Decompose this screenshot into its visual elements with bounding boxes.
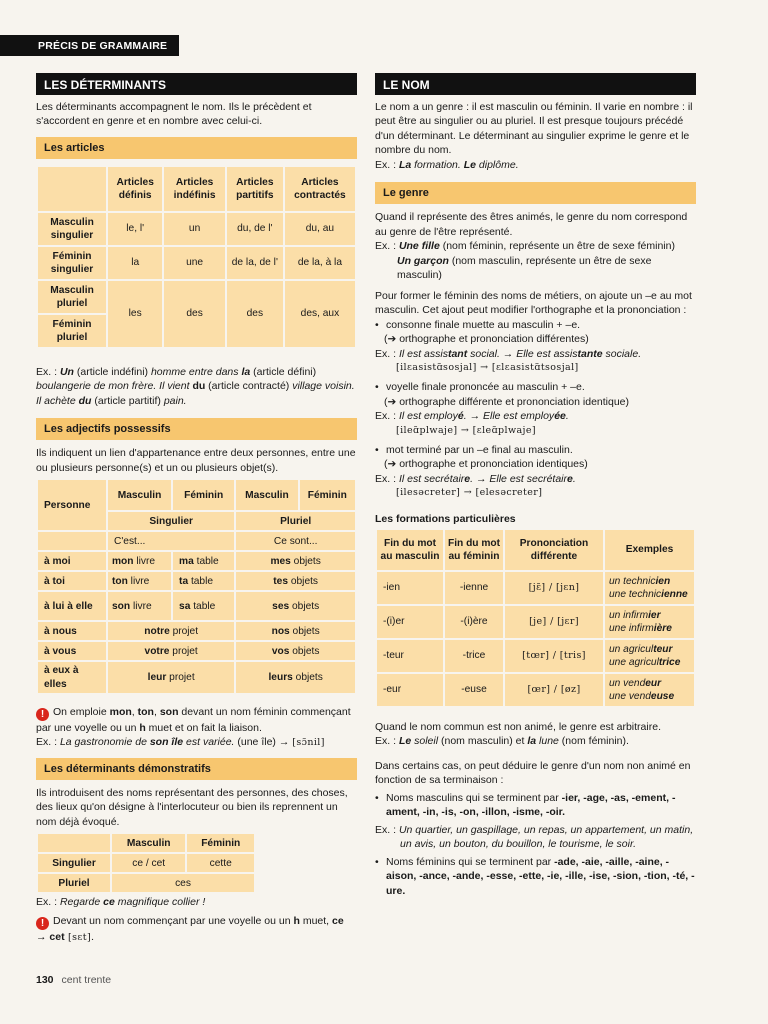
possessifs-header: Masculin [107,479,172,511]
genre-title: Le genre [375,182,696,204]
row-label: Singulier [37,853,111,873]
terminaisons-example: Ex. : Un quartier, un gaspillage, un repas, un appartement, un matin, un avis, un bouton, du bouillon, le tourisme, le soir. [375,823,694,851]
table-cell: ta table [172,571,235,591]
row-label: Féminin pluriel [37,314,107,348]
articles-title: Les articles [36,137,357,159]
nom-title: LE NOM [375,73,696,95]
possessifs-title: Les adjectifs possessifs [36,418,357,440]
terminaisons-list [375,791,696,820]
table-cell: son livre [107,591,172,621]
page-number-words: cent trente [61,974,112,986]
table-cell: -(i)er [376,605,444,639]
articles-table [36,165,357,349]
row-label: Masculin pluriel [37,280,107,314]
table-cell: [je] / [jɛr] [504,605,604,639]
possessifs-header: Féminin [172,479,235,511]
table-cell: votre projet [107,641,235,661]
singulier-header: Singulier [107,511,235,531]
right-column [375,73,696,901]
possessifs-table [36,478,357,695]
table-cell: la [107,246,163,280]
genre-b3-example: Ex. : Il est secrétaire. → Elle est secrétaire. [375,472,576,485]
genre-ex1: Ex. : Une fille (nom féminin, représente un être de sexe féminin) [375,240,675,253]
demonstratifs-header: Masculin [111,833,186,853]
warning-icon: ! [36,917,49,930]
terminaisons-list [375,855,696,898]
genre-b3-sub: (➔ orthographe et prononciation identiques) [384,458,588,471]
demonstratifs-note: ! Devant un nom commençant par une voyelle ou un h muet, ce → cet [sɛt]. [36,914,344,943]
row-label: Pluriel [37,873,111,893]
table-cell: un agriculteur une agricultrice [604,639,695,673]
table-cell: -teur [376,639,444,673]
table-cell: ce / cet [111,853,186,873]
list-item: • voyelle finale prononcée au masculin + –e. [375,380,696,394]
page-footer [36,973,111,987]
articles-header: Articles partitifs [226,166,284,212]
genre-p2: Pour former le féminin des noms de métiers, on ajoute un –e au mot masculin. Cet ajout peut modifier l'orthographe et la prononciation : [375,289,692,317]
left-column [36,73,357,947]
genre-b3-phon: [ilesəcreter] → [elesəcreter] [396,487,543,499]
table-cell: mes objets [235,551,356,571]
table-cell: de la, à la [284,246,356,280]
demonstratifs-corner [37,833,111,853]
genre-ex2: Un garçon (nom masculin, représente un être de sexe masculin) [397,254,652,282]
table-cell: tes objets [235,571,356,591]
table-row [376,571,695,605]
formations-header: Prononciation différente [504,529,604,571]
table-cell: notre projet [107,621,235,641]
table-cell: sa table [172,591,235,621]
articles-example: Ex. : Un (article indéfini) homme entre dans la (article défini) boulangerie de mon frère. Il vient du (article contracté) village voisin. Il achète du (article partitif) pain. [36,365,355,407]
table-cell: cette [186,853,255,873]
genre-rules [375,380,696,394]
nom-intro: Le nom a un genre : il est masculin ou féminin. Il varie en nombre : il peut être au singulier ou au pluriel. Il est presque toujours précédé d'un déterminant. Le déterminant au singulier exprime le genre et le nombre du nom. [375,101,693,157]
row-label: à lui à elle [37,591,107,621]
table-row [376,639,695,673]
row-label: Masculin singulier [37,212,107,246]
possessifs-intro: Ils indiquent un lien d'appartenance entre deux personnes, entre une ou plusieurs personne(s) et un ou plusieurs objet(s). [36,447,356,474]
possessifs-header: Féminin [299,479,356,511]
articles-corner [37,166,107,212]
formations-header: Fin du mot au masculin [376,529,444,571]
arbitraire-example: Ex. : Le soleil (nom masculin) et la lune (nom féminin). [375,735,629,748]
table-cell: ton livre [107,571,172,591]
cest-cell: C'est... [107,531,235,551]
table-cell: -(i)ère [444,605,504,639]
row-label: à toi [37,571,107,591]
table-cell: un infirmier une infirmière [604,605,695,639]
table-row [37,621,356,641]
table-cell: -ienne [444,571,504,605]
cesont-cell: Ce sont... [235,531,356,551]
table-row [37,853,255,873]
table-cell: un technicien une technicienne [604,571,695,605]
table-cell: -ien [376,571,444,605]
pluriel-header: Pluriel [235,511,356,531]
table-cell: du, au [284,212,356,246]
table-cell: -euse [444,673,504,707]
table-row [376,673,695,707]
table-row [376,605,695,639]
table-row [37,661,356,694]
table-row [37,212,356,246]
row-label: à nous [37,621,107,641]
nom-example: Ex. : La formation. Le diplôme. [375,158,519,171]
genre-b2-sub: (➔ orthographe différente et prononciation identique) [384,395,630,408]
row-label: à moi [37,551,107,571]
determinants-title: LES DÉTERMINANTS [36,73,357,95]
row-label: Féminin singulier [37,246,107,280]
table-cell: les [107,280,163,348]
demonstratifs-intro: Ils introduisent des noms représentant des personnes, des choses, des lieux qu'on désigne à l'interlocuteur ou bien ils reprennent un nom déjà évoqué. [36,786,348,828]
table-cell: -eur [376,673,444,707]
genre-b2-phon: [ileɑ̃plwaje] → [ɛleɑ̃plwaje] [396,424,537,436]
table-cell: ma table [172,551,235,571]
table-row [37,873,255,893]
list-item: • Noms féminins qui se terminent par -ade, -aie, -aille, -aine, -aison, -ance, -ande, -esse, -ette, -ie, -ille, -ise, -sion, -tion, -té, -ure. [375,855,696,898]
table-row [37,246,356,280]
row-label: à vous [37,641,107,661]
table-cell: du, de l' [226,212,284,246]
table-cell: un vendeur une vendeuse [604,673,695,707]
determinants-intro: Les déterminants accompagnent le nom. Ils le précèdent et s'accordent en genre et en nombre avec celui-ci. [36,101,312,128]
table-cell: -trice [444,639,504,673]
list-item: • consonne finale muette au masculin + –e. [375,318,696,332]
table-cell: [tœr] / [tris] [504,639,604,673]
genre-b2-example: Ex. : Il est employé. → Elle est employée. [375,410,569,423]
table-cell: le, l' [107,212,163,246]
page-number: 130 [36,974,54,986]
possessifs-header: Masculin [235,479,298,511]
table-cell: vos objets [235,641,356,661]
possessifs-note-example: Ex. : La gastronomie de son île est variée. (une île) → [sɔ̃nil] [36,736,325,749]
table-cell: ses objets [235,591,356,621]
personne-header: Personne [37,479,107,531]
row-label: à eux à elles [37,661,107,694]
genre-b1-phon: [ilɛasistɑ̃sosjal] → [ɛlɛasistɑ̃tsosjal] [396,362,579,374]
articles-header: Articles définis [107,166,163,212]
genre-b1-example: Ex. : Il est assistant social. → Elle est assistante sociale. [375,347,642,360]
table-cell: leurs objets [235,661,356,694]
list-item: • Noms masculins qui se terminent par -ier, -age, -as, -ement, -ament, -in, -is, -on, -illon, -isme, -oir. [375,791,696,820]
terminaisons-p1: Dans certains cas, on peut déduire le genre d'un nom non animé en fonction de sa terminaison : [375,759,691,787]
genre-rules [375,443,696,457]
possessifs-note: ! On emploie mon, ton, son devant un nom féminin commençant par une voyelle ou un h muet et on fait la liaison. [36,705,351,734]
table-cell: [œr] / [øz] [504,673,604,707]
warning-icon: ! [36,708,49,721]
table-cell: un [163,212,226,246]
demonstratifs-table [36,832,256,894]
formations-header: Fin du mot au féminin [444,529,504,571]
table-cell: des, aux [284,280,356,348]
formations-header: Exemples [604,529,695,571]
table-row [37,591,356,621]
demonstratifs-header: Féminin [186,833,255,853]
table-cell: des [226,280,284,348]
table-row [37,571,356,591]
demonstratifs-title: Les déterminants démonstratifs [36,758,357,780]
table-cell: de la, de l' [226,246,284,280]
genre-p1: Quand il représente des êtres animés, le genre du nom correspond au genre de l'être représenté. [375,211,688,238]
table-cell: leur projet [107,661,235,694]
table-row [37,551,356,571]
articles-header: Articles contractés [284,166,356,212]
table-row [37,641,356,661]
genre-b1-sub: (➔ orthographe et prononciation différentes) [384,333,589,346]
formations-title: Les formations particulières [375,512,516,525]
list-item: • mot terminé par un –e final au masculin. [375,443,696,457]
articles-header: Articles indéfinis [163,166,226,212]
table-cell: nos objets [235,621,356,641]
blank-cell [37,531,107,551]
table-cell: ces [111,873,255,893]
table-cell: mon livre [107,551,172,571]
table-row [37,280,356,314]
arbitraire-p1: Quand le nom commun est non animé, le genre est arbitraire. [375,720,661,733]
section-tag: PRÉCIS DE GRAMMAIRE [0,35,179,56]
table-cell: [jɛ̃] / [jɛn] [504,571,604,605]
genre-rules [375,318,696,332]
table-cell: des [163,280,226,348]
demonstratifs-example: Ex. : Regarde ce magnifique collier ! [36,896,206,909]
table-cell: une [163,246,226,280]
formations-table [375,528,696,708]
